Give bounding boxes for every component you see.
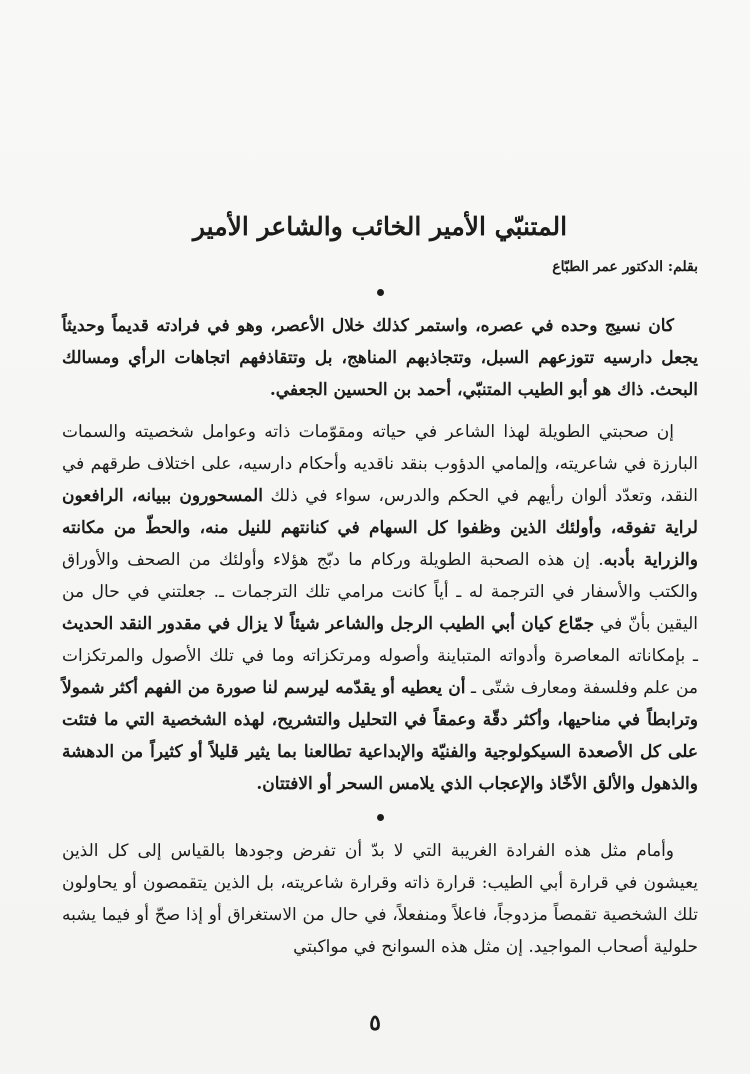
section-separator-dot-2 [377,814,384,821]
section-separator-dot [377,289,384,296]
paragraph-main-part-1: إن صحبتي الطويلة لهذا الشاعر في حياته ومقوّمات ذاته وعوامل شخصيته والسمات البارزة في شاعريته، وإلمامي الدؤوب بنقد ناقديه وأحكام دارسيه، على اختلاف طرقهم في النقد، وتعدّد ألوان رأيهم في الحكم والدرس، سواء في ذلك [62,422,698,506]
paragraph-main [62,416,698,800]
paragraph-main-part-3: ـ بإمكاناته المعاصرة وأدواته المتباينة وأصوله ومرتكزاته وما في تلك الأصول والمرتكزات من علم وفلسفة ومعارف شتّى ـ [62,646,699,698]
paragraph-main-bold-3: أن يعطيه أو يقدّمه ليرسم لنا صورة من الفهم أكثر شمولاً وترابطاً في مناحيها، وأكثر دقّة وعمقاً في التحليل والتشريح، لهذه الشخصية التي ما فتئت على كل الأصعدة السيكولوجية والفنيّة والإبداعية تطالعنا بما يثير قليلاً أو كثيراً من الدهشة والذهول والألق الأخّاذ والإعجاب الذي يلامس السحر أو الافتتان. [62,678,698,794]
paragraph-main-part-2: . إن هذه الصحبة الطويلة وركام ما دبّج هؤلاء وأولئك من الصحف والأوراق والكتب والأسفار في الترجمة له ـ أياً كانت مرامي تلك الترجمات ـ. جعلتني في حال من اليقين بأنّ في [62,550,698,634]
paragraph-intro: كان نسيج وحده في عصره، واستمر كذلك خلال الأعصر، وهو في فرادته قديماً وحديثاً يجعل دارسيه تتوزعهم السبل، وتتجاذبهم المناهج، بل وتتقاذفهم اتجاهات الرأي ومسالك البحث. ذاك هو أبو الطيب المتنبّي، أحمد بن الحسين الجعفي. [62,316,698,400]
page-number: ٥ [369,1010,381,1036]
article-title: المتنبّي الأمير الخائب والشاعر الأمير [192,212,568,241]
paragraph-closing: وأمام مثل هذه الفرادة الغريبة التي لا بدّ أن تفرض وجودها بالقياس إلى كل الذين يعيشون في قرارة أبي الطيب: قرارة ذاته وقرارة شاعريته، بل الذين يتقمصون أو يحاولون تلك الشخصية تقمصاً مزدوجاً، فاعلاً ومنفعلاً، في حال من الاستغراق أو إذا صحّ أو فيما يشبه حلولية أصحاب المواجيد. إن مثل هذه السوانح في مواكبتي [62,841,698,957]
author-byline: بقلم: الدكتور عمر الطبّاع [552,259,698,275]
paragraph-main-bold-2: جمّاع كيان أبي الطيب الرجل والشاعر شيئاً لا يزال في مقدور النقد الحديث [62,614,595,634]
article-body [62,212,698,973]
paragraph-main-bold-1: المسحورون ببيانه، الرافعون لراية تفوقه، وأولئك الذين وظفوا كل السهام في كنانتهم للنيل منه، والحطّ من مكانته والزراية بأدبه [62,486,698,570]
